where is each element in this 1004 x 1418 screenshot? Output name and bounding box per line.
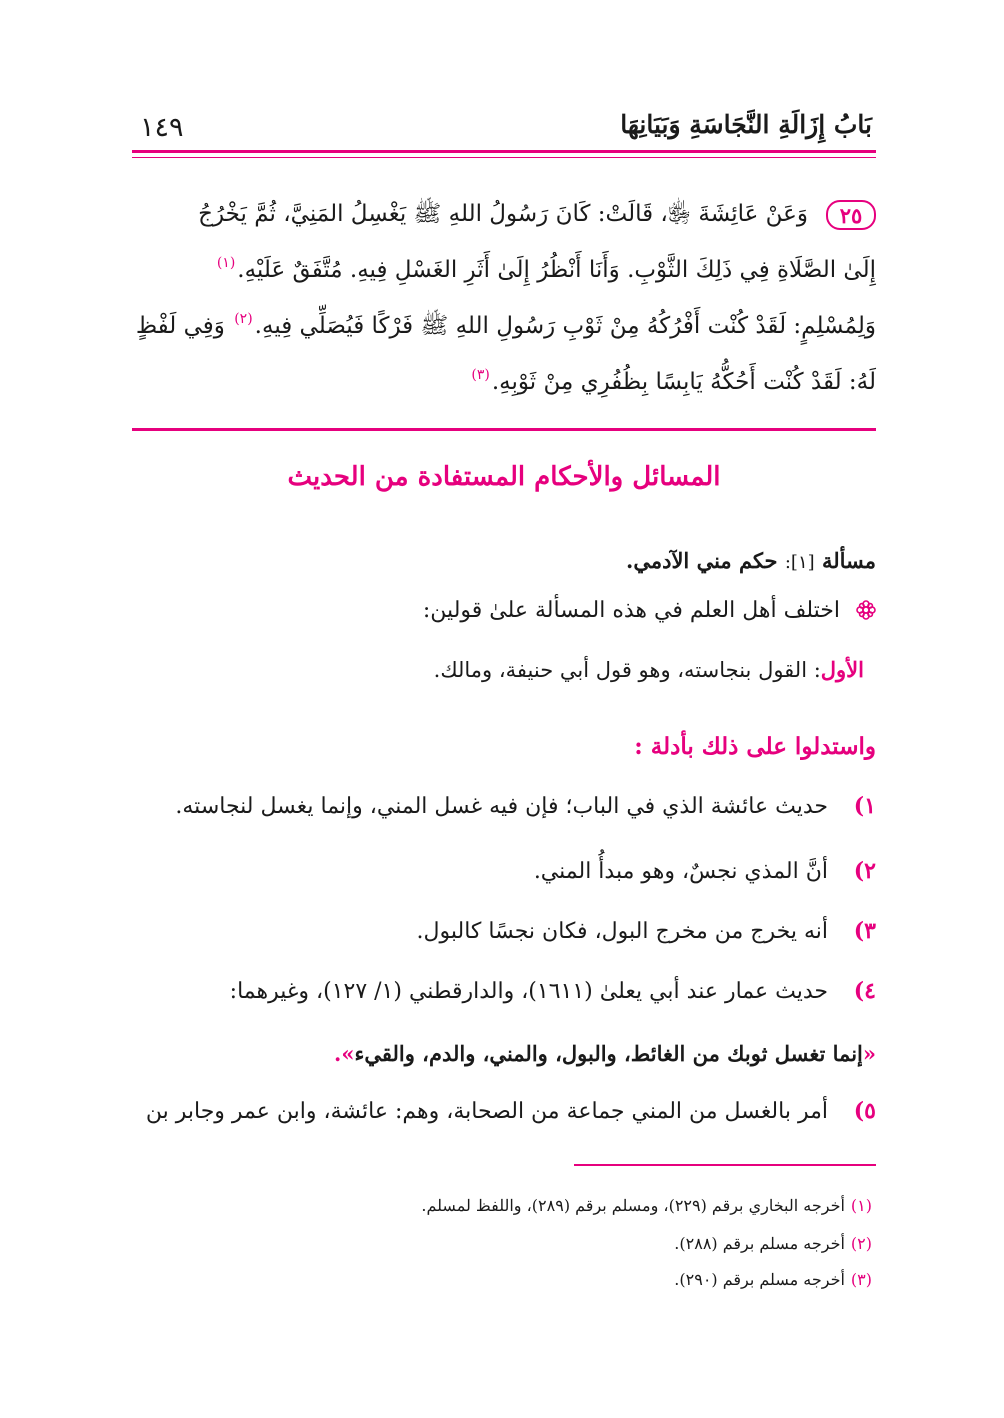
hadith-text-2: إِلَىٰ الصَّلَاةِ فِي ذَلِكَ الثَّوْبِ. وَأَنَا أَنْظُرُ إِلَىٰ أَثَرِ الغَسْلِ فِيهِ. مُتَّفَقٌ عَلَيْهِ.	[237, 257, 876, 283]
hadith-text-3-tail: وَفِي لَفْظٍ	[135, 313, 225, 339]
hadith-line-2	[132, 239, 876, 295]
footnote-separator	[574, 1164, 876, 1166]
issue-heading	[626, 548, 876, 573]
scholars-difference	[423, 598, 876, 623]
footnote-text: أخرجه مسلم برقم (٢٩٠).	[674, 1270, 845, 1289]
page-number: ١٤٩	[140, 112, 184, 143]
quote-text: إنما تغسل ثوبك من الغائط، والبول، والمني، والدم، والقيء	[354, 1041, 863, 1066]
evidence-text: حديث عائشة الذي في الباب؛ فإن فيه غسل المني، وإنما يغسل لنجاسته.	[175, 794, 828, 819]
evidence-text: أمر بالغسل من المني جماعة من الصحابة، وهم: عائشة، وابن عمر وجابر بن	[145, 1099, 828, 1124]
evidence-item	[132, 858, 876, 884]
footnote-text: أخرجه مسلم برقم (٢٨٨).	[674, 1234, 845, 1253]
quoted-hadith	[334, 1041, 876, 1066]
page-header	[132, 108, 876, 148]
hadith-text-1: وَعَنْ عَائِشَةَ ﵂، قَالَتْ: كَانَ رَسُولُ اللهِ ﷺ يَغْسِلُ المَنِيَّ، ثُمَّ يَخْرُجُ	[198, 201, 808, 227]
evidence-item	[132, 793, 876, 819]
hadith-bottom-rule	[132, 428, 876, 431]
footnote-ref[interactable]: (٢)	[234, 311, 253, 327]
evidence-number: ٣)	[853, 918, 876, 944]
evidence-text: حديث عمار عند أبي يعلىٰ (١٦١١)، والدارقطني (١/ ١٢٧)، وغيرهما:	[229, 979, 828, 1004]
footnote-ref[interactable]: (١)	[216, 255, 236, 271]
flower-ornament-icon	[856, 600, 876, 620]
evidence-number: ٥)	[853, 1098, 876, 1124]
footnote-ref[interactable]: (٣)	[471, 367, 490, 383]
issue-title: حكم مني الآدمي.	[626, 548, 778, 573]
quote-close: ».	[334, 1041, 355, 1066]
header-rule	[132, 150, 876, 161]
evidence-item	[132, 1098, 876, 1124]
chapter-title: بَابُ إِزَالَةِ النَّجَاسَةِ وَبَيَانِهَا	[620, 110, 872, 139]
issue-number: [١]:	[784, 552, 815, 573]
first-opinion	[434, 657, 864, 682]
hadith-text-3: وَلِمُسْلِمٍ: لَقَدْ كُنْت أَفْرُكُهُ مِنْ ثَوْبِ رَسُولِ اللهِ ﷺ فَرْكًا فَيُصَلِّي فِيهِ.	[254, 313, 876, 339]
difference-text: اختلف أهل العلم في هذه المسألة علىٰ قولين:	[422, 598, 840, 623]
hadith-line-1	[132, 190, 876, 239]
footnote	[674, 1234, 872, 1253]
first-opinion-text: : القول بنجاسته، وهو قول أبي حنيفة، ومالك.	[433, 658, 821, 682]
footnote-text: أخرجه البخاري برقم (٢٢٩)، ومسلم برقم (٢٨٩)، واللفظ لمسلم.	[421, 1196, 845, 1215]
section-title: المسائل والأحكام المستفادة من الحديث	[287, 462, 721, 492]
evidence-number: ٢)	[853, 858, 876, 884]
footnote-number: (١)	[850, 1196, 872, 1215]
footnote-number: (٢)	[850, 1234, 872, 1253]
hadith-block	[132, 190, 876, 407]
evidence-text: أنه يخرج من مخرج البول، فكان نجسًا كالبول.	[416, 919, 828, 944]
hadith-line-4	[132, 351, 876, 407]
hadith-text-4: لَهُ: لَقَدْ كُنْت أَحُكُّهُ يَابِسًا بِظُفُرِي مِنْ ثَوْبِهِ.	[491, 369, 876, 395]
evidence-item	[132, 918, 876, 944]
issue-label: مسألة	[821, 548, 876, 573]
evidence-item	[132, 978, 876, 1004]
hadith-number-badge: ٢٥	[826, 200, 876, 230]
evidence-text: أنَّ المذي نجسٌ، وهو مبدأُ المني.	[533, 859, 828, 884]
evidence-number: ٤)	[853, 978, 876, 1004]
hadith-line-3	[132, 295, 876, 351]
evidence-number: ١)	[853, 793, 876, 819]
footnote	[421, 1196, 872, 1215]
first-opinion-label: الأول	[820, 657, 864, 682]
quote-open: «	[862, 1041, 876, 1066]
footnote-number: (٣)	[850, 1270, 872, 1289]
evidence-title: واستدلوا على ذلك بأدلة :	[634, 733, 876, 760]
footnote	[674, 1270, 872, 1289]
